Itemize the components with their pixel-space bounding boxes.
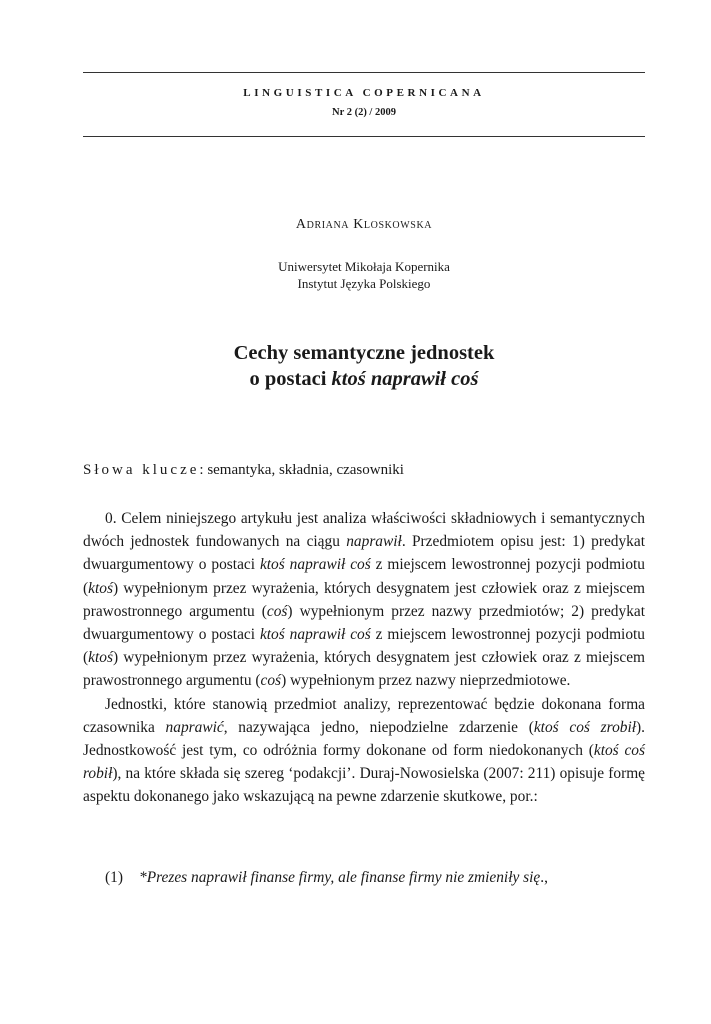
text-run: z miejscem lewostronnej pozycji podmiotu ( [83,626,645,667]
header-top-rule [83,72,645,73]
title-line-1: Cechy semantyczne jednostek [233,342,495,364]
title-line-2-prefix: o postaci [249,368,332,390]
example-suffix: ., [540,869,548,886]
text-run: ) wypełnionym przez nazwy przedmiotów; 2) predykat dwuargumentowy o postaci [83,602,645,644]
keywords-value: semantyka, składnia, czasowniki [207,462,404,478]
paragraph-intro [83,507,645,693]
example-number: (1) [105,869,123,886]
affiliation-institute: Instytut Języka Polskiego [297,276,431,291]
affiliation-university: Uniwersytet Mikołaja Kopernika [278,259,450,274]
header-bottom-rule [83,136,645,137]
example-1 [83,866,645,889]
journal-title: LINGUISTICA COPERNICANA [243,87,485,99]
text-run: ). Jednostkowość jest tym, co odróżnia formy dokonane od form niedokonanych ( [83,718,645,760]
italic-term: ktoś coś robił [83,742,645,783]
example-sentence: *Prezes naprawił finanse firmy, ale finanse firmy nie zmieniły się [139,869,541,886]
italic-term: ktoś naprawił coś [259,556,371,574]
italic-term: ktoś [88,579,113,597]
article-title [83,340,645,392]
text-run: Jednostki, które stanowią przedmiot analizy, reprezentować będzie dokonana forma czasownika [83,695,645,736]
text-run: , nazywająca jedno, niepodzielne zdarzenie ( [223,718,534,736]
italic-term: coś [260,672,282,690]
italic-term: naprawić [165,718,224,736]
keywords-label: Słowa klucze [83,462,200,478]
text-run: ) wypełnionym przez wyrażenia, których desygnatem jest człowiek oraz z miejscem prawostronnego argumentu ( [83,579,645,620]
italic-term: ktoś naprawił coś [259,626,371,644]
journal-issue: Nr 2 (2) / 2009 [332,107,396,118]
italic-term: coś [266,602,288,620]
text-run: ) wypełnionym przez nazwy nieprzedmiotowe. [281,672,571,690]
keywords-separator: : [199,462,208,478]
article-body [83,507,645,809]
keywords [83,462,645,479]
text-run: 0. Celem niniejszego artykułu jest analiza właściwości składniowych i semantycznych dwóch jednostek fundowanych na ciągu [83,510,645,551]
paragraph-units [83,693,645,809]
title-line-2 [83,366,645,392]
text-run: ), na które składa się szereg ‘podakcji’. Duraj-Nowosielska (2007: 211) opisuje formę aspektu dokonanego jako wskazującą na pewne zdarzenie skutkowe, por.: [83,765,645,806]
italic-term: ktoś [88,649,113,667]
italic-term: naprawił [346,533,402,551]
italic-term: ktoś coś zrobił [533,718,637,736]
text-run: ) wypełnionym przez wyrażenia, których desygnatem jest człowiek oraz z miejscem prawostronnego argumentu ( [83,649,645,690]
author-name: Adriana Kloskowska [295,217,433,232]
title-line-2-italic: ktoś naprawił coś [331,368,479,390]
text-run: . Przedmiotem opisu jest: 1) predykat dwuargumentowy o postaci [83,533,645,574]
text-run: z miejscem lewostronnej pozycji podmiotu ( [83,556,645,597]
